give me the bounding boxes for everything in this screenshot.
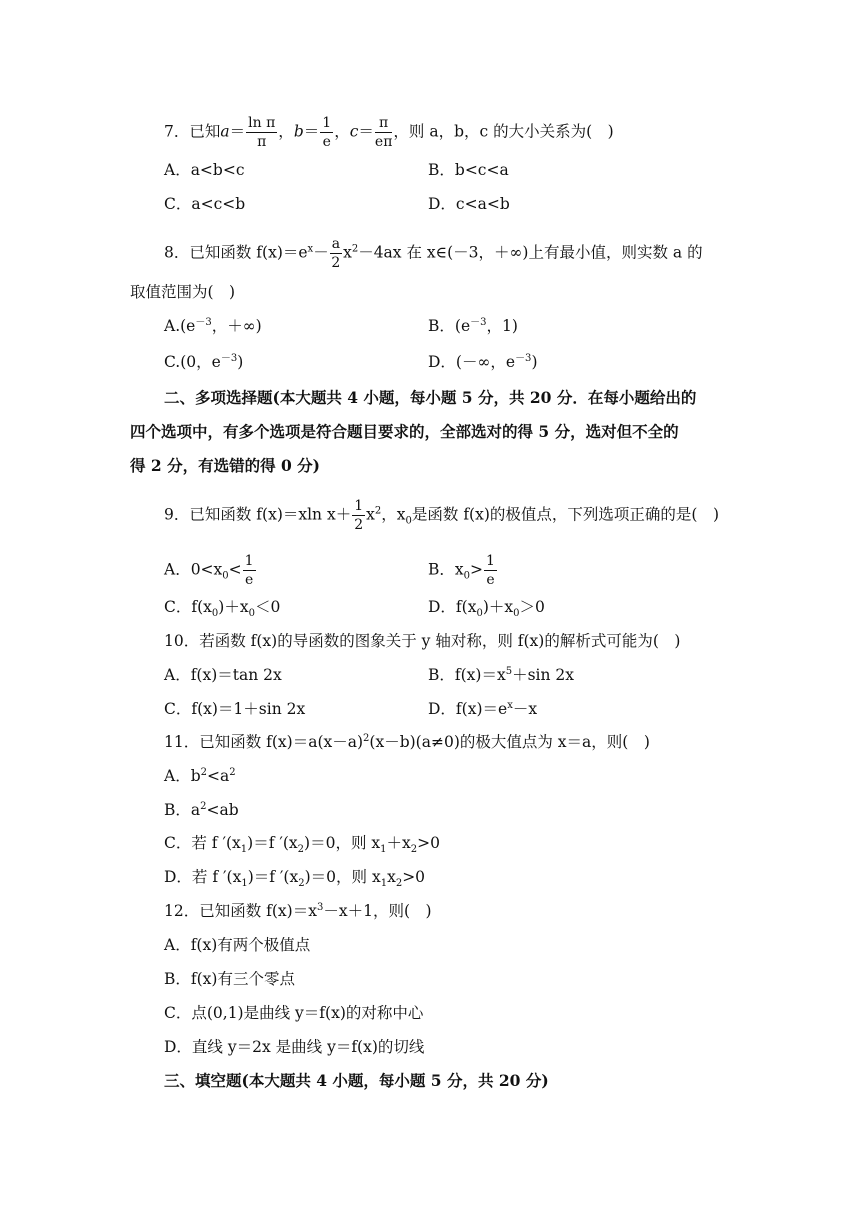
q8-fraction: $\frac{a}{2}$ bbox=[331, 236, 341, 271]
q11-option-c: C．若 f $'(x_1)=f$ $'(x_2)=0$，则 $x_1+x_2>0$ bbox=[164, 834, 440, 856]
q9-stem: 9．已知函数 f(x)＝xln x＋ $\frac{1}{2}$ $x^2$，$x_0$是函数 f(x)的极值点，下列选项正确的是( ) bbox=[164, 498, 719, 533]
q7-b-label: b bbox=[293, 122, 304, 141]
q8-option-b: B．($e^{-3}$，1) bbox=[428, 316, 518, 335]
q10-option-a: A．f(x)＝tan 2x bbox=[164, 666, 282, 684]
q7-tail: ，则 a，b，c 的大小关系为( ) bbox=[393, 122, 614, 141]
section2-heading-line1: 二、多项选择题(本大题共 4 小题，每小题 5 分，共 20 分．在每小题给出的 bbox=[164, 388, 697, 407]
q7-option-a: A．a<b<c bbox=[164, 161, 245, 179]
q10-stem: 10．若函数 f(x)的导函数的图象关于 y 轴对称，则 f(x)的解析式可能为( ) bbox=[164, 632, 681, 650]
section3-heading: 三、填空题(本大题共 4 小题，每小题 5 分，共 20 分) bbox=[164, 1071, 549, 1090]
q8-option-a: $A.(e^{-3}$，＋∞) bbox=[164, 316, 262, 335]
q9-option-b: B．$x_0>$ $\frac{1}{e}$ bbox=[428, 553, 495, 588]
q10-option-b: B．$f(x)=x^5+\sin$ 2x bbox=[428, 665, 575, 684]
q11-option-b: B．$a^2<ab$ bbox=[164, 800, 239, 819]
q7-a-fraction: $\frac{\text{ln π}}{\pi}$ bbox=[248, 115, 276, 150]
section2-heading-line3: 得 2 分，有选错的得 0 分) bbox=[130, 456, 320, 475]
q10-option-c: C．f(x)＝1＋sin 2x bbox=[164, 700, 306, 718]
q8-stem-line2: 取值范围为( ) bbox=[130, 283, 236, 301]
q12-option-b: B．f(x)有三个零点 bbox=[164, 970, 295, 988]
q9-option-a: A．$0<x_0<$ $\frac{1}{e}$ bbox=[164, 553, 254, 588]
q9-option-c: C．$f(x_0)+x_0<0$ bbox=[164, 598, 281, 620]
q8-option-c: C.(0，$e^{-3}$) bbox=[164, 352, 244, 371]
q9-option-d: D．$f(x_0)+x_0>0$ bbox=[428, 598, 545, 620]
section2-heading-line2: 四个选项中，有多个选项是符合题目要求的，全部选对的得 5 分，选对但不全的 bbox=[130, 422, 679, 441]
q11-option-a: A．$b^2<a^2$ bbox=[164, 766, 236, 785]
q12-option-d: D．直线 y＝2x 是曲线 y＝f(x)的切线 bbox=[164, 1038, 425, 1056]
q11-option-d: D．若 f $'(x_1)=f$ $'(x_2)=0$，则 $x_1x_2>0$ bbox=[164, 868, 426, 890]
q12-stem: 12．已知函数 $f(x)=x^3-x+1$，则( ) bbox=[164, 901, 432, 920]
q9-fraction: $\frac{1}{2}$ bbox=[354, 498, 364, 533]
q7-option-d: D．c<a<b bbox=[428, 195, 510, 213]
q7-prefix: 7．已知 bbox=[164, 122, 221, 141]
q7-stem: 7．已知a＝ $\frac{\text{ln π}}{\pi}$ ，b＝ $\frac{1}{e}$ ，c＝ $\frac{\pi}{e\pi}$ ，则 a，b，c 的大小关系为( ) bbox=[164, 115, 614, 150]
q7-a-label: a bbox=[220, 122, 230, 141]
q8-option-d: D．(－∞，$e^{-3}$) bbox=[428, 352, 538, 371]
q7-option-b: B．b<c<a bbox=[428, 161, 509, 179]
q7-c-label: c bbox=[349, 122, 359, 141]
q12-option-a: A．f(x)有两个极值点 bbox=[164, 936, 311, 954]
q7-c-fraction: $\frac{\pi}{e\pi}$ bbox=[374, 115, 393, 150]
q11-stem: 11．已知函数 $f(x)=a(x-a)^2(x-b)(a\ne 0)$的极大值点为 x＝a，则( ) bbox=[164, 732, 650, 751]
q8-stem-line1: 8．已知函数 $f(x)=e^x-$ $\frac{a}{2}$ $x^2-4ax$ 在 x∈(－3，＋∞)上有最小值，则实数 a 的 bbox=[164, 236, 703, 271]
q12-option-c: C．点(0,1)是曲线 y＝f(x)的对称中心 bbox=[164, 1004, 424, 1022]
q10-option-d: D．$f(x)=e^x-x$ bbox=[428, 699, 538, 718]
q7-b-fraction: $\frac{1}{e}$ bbox=[322, 115, 332, 150]
q7-option-c: C．a<c<b bbox=[164, 195, 246, 213]
